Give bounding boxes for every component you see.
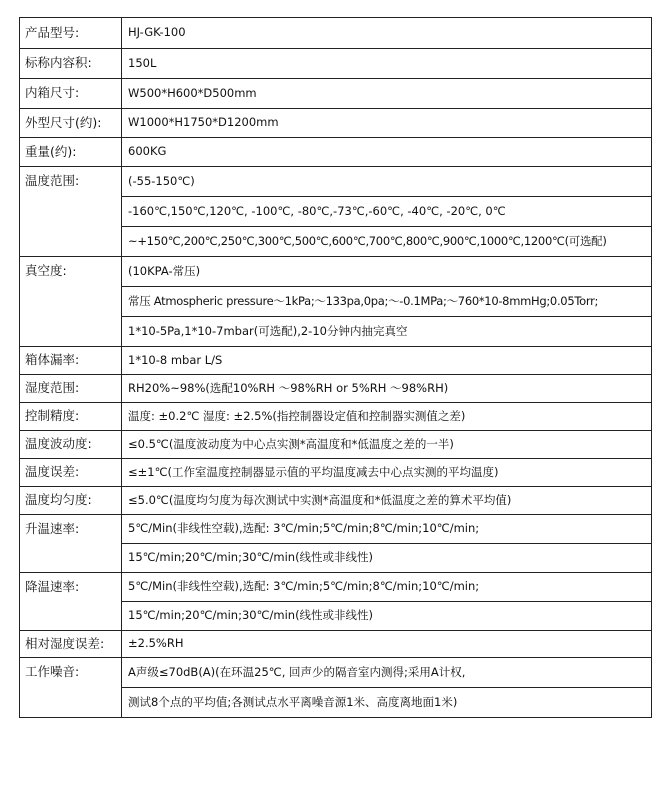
value-control-accuracy: 温度: ±0.2℃ 湿度: ±2.5%(指控制器设定值和控制器实测值之差): [122, 403, 652, 431]
value-temp-error: ≤±1℃(工作室温度控制器显示值的平均温度减去中心点实测的平均温度): [122, 459, 652, 487]
spec-row-cooling-rate: [20, 573, 652, 602]
value-cooling-rate-1: 5℃/Min(非线性空载),选配: 3℃/min;5℃/min;8℃/min;10℃/min;: [122, 573, 652, 602]
value-heating-rate-2: 15℃/min;20℃/min;30℃/min(线性或非线性): [122, 544, 652, 573]
value-outer-size: W1000*H1750*D1200mm: [122, 109, 652, 138]
label-model: 产品型号:: [20, 18, 122, 49]
label-temp-fluctuation: 温度波动度:: [20, 431, 122, 459]
spec-table: [19, 17, 652, 718]
label-humidity-error: 相对湿度误差:: [20, 631, 122, 658]
spec-row-weight: [20, 138, 652, 167]
spec-row-temp-uniformity: [20, 487, 652, 515]
spec-row-outer-size: [20, 109, 652, 138]
value-temp-range-3: ~+150℃,200℃,250℃,300℃,500℃,600℃,700℃,800℃,900℃,1000℃,1200℃(可选配): [122, 227, 652, 257]
label-weight: 重量(约):: [20, 138, 122, 167]
value-temp-uniformity: ≤5.0℃(温度均匀度为每次测试中实测*高温度和*低温度之差的算术平均值): [122, 487, 652, 515]
value-inner-size: W500*H600*D500mm: [122, 79, 652, 109]
value-model: HJ-GK-100: [122, 18, 652, 49]
value-humidity-range: RH20%~98%(选配10%RH ～98%RH or 5%RH ～98%RH): [122, 375, 652, 403]
value-vacuum-2: 常压 Atmospheric pressure～1kPa;～133pa,0pa;～-0.1MPa;～760*10-8mmHg;0.05Torr;: [122, 287, 652, 317]
spec-row-temp-fluctuation: [20, 431, 652, 459]
label-temp-uniformity: 温度均匀度:: [20, 487, 122, 515]
spec-row-humidity-error: [20, 631, 652, 658]
spec-row-control-accuracy: [20, 403, 652, 431]
spec-row-vacuum: [20, 257, 652, 287]
label-humidity-range: 湿度范围:: [20, 375, 122, 403]
value-vacuum-3: 1*10-5Pa,1*10-7mbar(可选配),2-10分钟内抽完真空: [122, 317, 652, 347]
spec-row-noise: [20, 658, 652, 688]
spec-row-leak-rate: [20, 347, 652, 375]
label-control-accuracy: 控制精度:: [20, 403, 122, 431]
label-volume: 标称内容积:: [20, 49, 122, 79]
value-leak-rate: 1*10-8 mbar L/S: [122, 347, 652, 375]
value-heating-rate-1: 5℃/Min(非线性空载),选配: 3℃/min;5℃/min;8℃/min;10℃/min;: [122, 515, 652, 544]
spec-row-humidity-range: [20, 375, 652, 403]
value-temp-fluctuation: ≤0.5℃(温度波动度为中心点实测*高温度和*低温度之差的一半): [122, 431, 652, 459]
label-outer-size: 外型尺寸(约):: [20, 109, 122, 138]
spec-row-temp-range: [20, 167, 652, 197]
value-cooling-rate-2: 15℃/min;20℃/min;30℃/min(线性或非线性): [122, 602, 652, 631]
label-leak-rate: 箱体漏率:: [20, 347, 122, 375]
value-temp-range-1: (-55-150℃): [122, 167, 652, 197]
spec-row-inner-size: [20, 79, 652, 109]
spec-row-model: [20, 18, 652, 49]
label-temp-range: 温度范围:: [20, 167, 122, 257]
label-cooling-rate: 降温速率:: [20, 573, 122, 631]
label-noise: 工作噪音:: [20, 658, 122, 718]
spec-row-heating-rate: [20, 515, 652, 544]
label-heating-rate: 升温速率:: [20, 515, 122, 573]
spec-row-volume: [20, 49, 652, 79]
value-noise-2: 测试8个点的平均值;各测试点水平离噪音源1米、高度离地面1米): [122, 688, 652, 718]
value-vacuum-1: (10KPA-常压): [122, 257, 652, 287]
value-volume: 150L: [122, 49, 652, 79]
label-temp-error: 温度误差:: [20, 459, 122, 487]
spec-row-temp-error: [20, 459, 652, 487]
label-vacuum: 真空度:: [20, 257, 122, 347]
value-temp-range-2: -160℃,150℃,120℃, -100℃, -80℃,-73℃,-60℃, -40℃, -20℃, 0℃: [122, 197, 652, 227]
value-humidity-error: ±2.5%RH: [122, 631, 652, 658]
value-noise-1: A声级≤70dB(A)(在环温25℃, 回声少的隔音室内测得;采用A计权,: [122, 658, 652, 688]
label-inner-size: 内箱尺寸:: [20, 79, 122, 109]
value-weight: 600KG: [122, 138, 652, 167]
